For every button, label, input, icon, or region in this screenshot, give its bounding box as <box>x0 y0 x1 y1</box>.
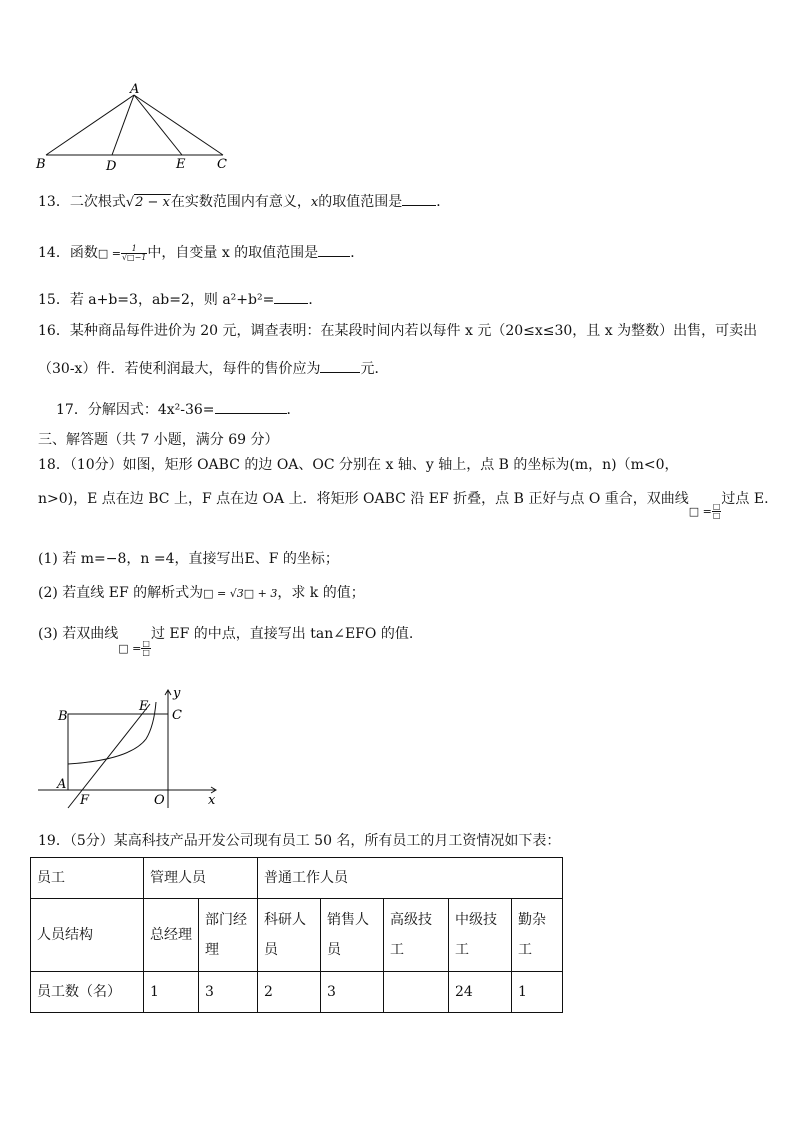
salary-table <box>30 857 563 1013</box>
question-16-line-2: （30-x）件．若使利润最大，每件的售价应为 元． <box>38 358 388 379</box>
segment-ae <box>134 95 182 155</box>
table-cell: 3 <box>321 972 384 1013</box>
label-c: C <box>217 157 227 172</box>
hyperbola-fraction: $\frac{□}{□}$ <box>712 501 721 520</box>
question-17: 17．分解因式：4x²-36= ． <box>56 399 301 420</box>
label-a: A <box>130 82 140 97</box>
question-16-line-1: 16．某种商品每件进价为 20 元，调查表明：在某段时间内若以每件 x 元（20≤x≤30，且 x 为整数）出售，可卖出 <box>38 323 758 339</box>
table-cell: 勤杂工 <box>512 899 563 972</box>
segment-ad <box>112 95 134 155</box>
table-cell: 部门经理 <box>199 899 258 972</box>
table-cell: 员工 <box>31 858 144 899</box>
table-cell <box>384 972 449 1013</box>
fraction: $\frac{1}{√□-1}$ <box>121 243 147 262</box>
table-cell: 人员结构 <box>31 899 144 972</box>
label-e: E <box>176 157 186 172</box>
question-19: 19．（5分）某高科技产品开发公司现有员工 50 名，所有员工的月工资情况如下表： <box>38 833 561 849</box>
table-cell: 管理人员 <box>144 858 258 899</box>
table-cell: 3 <box>199 972 258 1013</box>
label-b: B <box>36 157 46 172</box>
answer-blank <box>215 399 287 414</box>
label-y: y <box>173 686 181 701</box>
coordinate-figure <box>30 684 230 812</box>
question-18-part-3: (3) 若双曲线$_{□ =}$ $\frac{□}{□}$ 过 EF 的中点，直接写出 tan∠EFO 的值. <box>38 626 414 657</box>
segment-ab <box>46 95 134 155</box>
table-cell: 员工数（名） <box>31 972 144 1013</box>
question-14: 14．函数□ = $\frac{1}{√□-1}$ 中，自变量 x 的取值范围是 ． <box>38 243 365 262</box>
label-o: O <box>154 793 165 808</box>
table-cell: 高级技工 <box>384 899 449 972</box>
table-cell: 普通工作人员 <box>258 858 563 899</box>
table-cell: 24 <box>449 972 512 1013</box>
section-title: 三、解答题（共 7 小题，满分 69 分） <box>38 432 279 448</box>
sqrt-expression: √2 − x <box>125 195 170 210</box>
answer-blank <box>402 191 436 206</box>
label-x: x <box>208 793 216 808</box>
answer-blank <box>320 358 360 373</box>
answer-blank <box>274 289 308 304</box>
table-row <box>31 899 563 972</box>
table-row <box>31 858 563 899</box>
label-f: F <box>80 793 90 808</box>
table-cell: 总经理 <box>144 899 199 972</box>
label-b: B <box>58 709 68 724</box>
label-d: D <box>106 159 117 174</box>
answer-blank <box>318 242 350 257</box>
table-cell: 1 <box>144 972 199 1013</box>
question-13: 13．二次根式√2 − x在实数范围内有意义，x的取值范围是 ． <box>38 191 450 213</box>
question-18-line-2: n>0)，E 点在边 BC 上，F 点在边 OA 上．将矩形 OABC 沿 EF 折叠，点 B 正好与点 O 重合，双曲线$_{□ =}$ $\frac{□}{□}$ 过点 E. <box>38 491 769 520</box>
label-e: E <box>139 699 149 714</box>
rectangle-oabc <box>68 714 168 790</box>
triangle-figure <box>30 82 240 174</box>
table-cell: 中级技工 <box>449 899 512 972</box>
question-18-part-1: (1) 若 m=−8，n =4，直接写出E、F 的坐标； <box>38 551 339 567</box>
label-a: A <box>57 777 67 792</box>
table-cell: 销售人员 <box>321 899 384 972</box>
segment-ac <box>134 95 223 155</box>
question-15: 15．若 a+b=3，ab=2，则 a²+b²= ． <box>38 289 322 310</box>
label-c: C <box>172 708 182 723</box>
table-cell: 科研人员 <box>258 899 321 972</box>
table-row <box>31 972 563 1013</box>
table-cell: 1 <box>512 972 563 1013</box>
hyperbola-fraction: $\frac{□}{□}$ <box>142 638 150 657</box>
question-18-line-1: 18．（10分）如图，矩形 OABC 的边 OA、OC 分别在 x 轴、y 轴上，点 B 的坐标为(m，n)（m<0， <box>38 457 679 473</box>
table-cell: 2 <box>258 972 321 1013</box>
question-18-part-2: (2) 若直线 EF 的解析式为□ = √3□ + 3，求 k 的值； <box>38 585 365 601</box>
